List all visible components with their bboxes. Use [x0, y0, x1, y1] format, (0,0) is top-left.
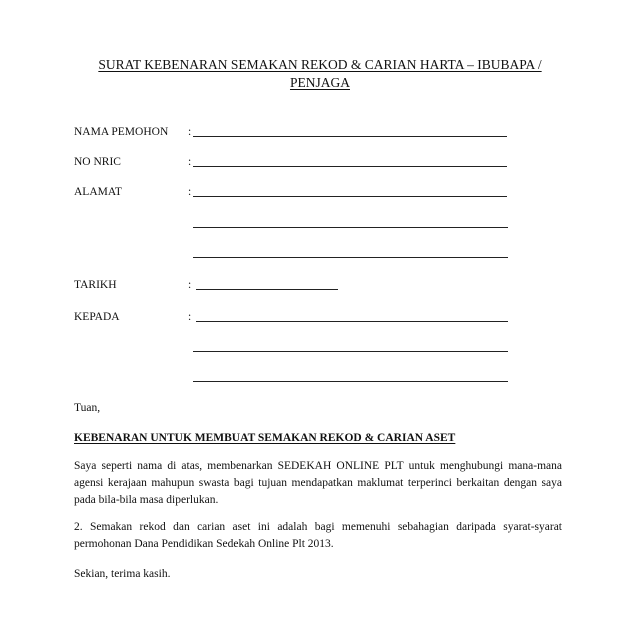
alamat-blank-line-3[interactable] [193, 257, 508, 258]
field-label: TARIKH [74, 279, 117, 291]
page-title: SURAT KEBENARAN SEMAKAN REKOD & CARIAN HARTA – IBUBAPA / PENJAGA [98, 57, 542, 90]
paragraph-consent: Saya seperti nama di atas, membenarkan SEDEKAH ONLINE PLT untuk menghubungi mana-mana agensi kerajaan mahupun swasta bagi tujuan mendapatkan maklumat terperinci berkaitan dengan saya pada bila-bila masa diperlukan. [74, 460, 562, 506]
alamat-blank-line-2[interactable] [193, 227, 508, 228]
field-label: NAMA PEMOHON [74, 126, 169, 138]
field-label: KEPADA [74, 311, 120, 323]
nama-pemohon-blank-line[interactable] [193, 136, 507, 137]
field-colon: : [188, 156, 192, 168]
field-colon: : [188, 126, 192, 138]
field-colon: : [188, 279, 192, 291]
kepada-blank-line-3[interactable] [193, 381, 508, 382]
field-colon: : [188, 186, 192, 198]
field-label: NO NRIC [74, 156, 121, 168]
kepada-blank-line-1[interactable] [196, 321, 508, 322]
no-nric-blank-line[interactable] [193, 166, 507, 167]
subject-heading: KEBENARAN UNTUK MEMBUAT SEMAKAN REKOD & CARIAN ASET [74, 432, 456, 444]
field-label: ALAMAT [74, 186, 122, 198]
field-colon: : [188, 311, 192, 323]
alamat-blank-line-1[interactable] [193, 196, 507, 197]
paragraph-purpose: 2. Semakan rekod dan carian aset ini adalah bagi memenuhi sebahagian daripada syarat-syarat permohonan Dana Pendidikan Sedekah Online Plt 2013. [74, 521, 562, 550]
closing-text: Sekian, terima kasih. [74, 568, 171, 580]
kepada-blank-line-2[interactable] [193, 351, 508, 352]
salutation: Tuan, [74, 402, 101, 414]
tarikh-blank-line[interactable] [196, 289, 338, 290]
